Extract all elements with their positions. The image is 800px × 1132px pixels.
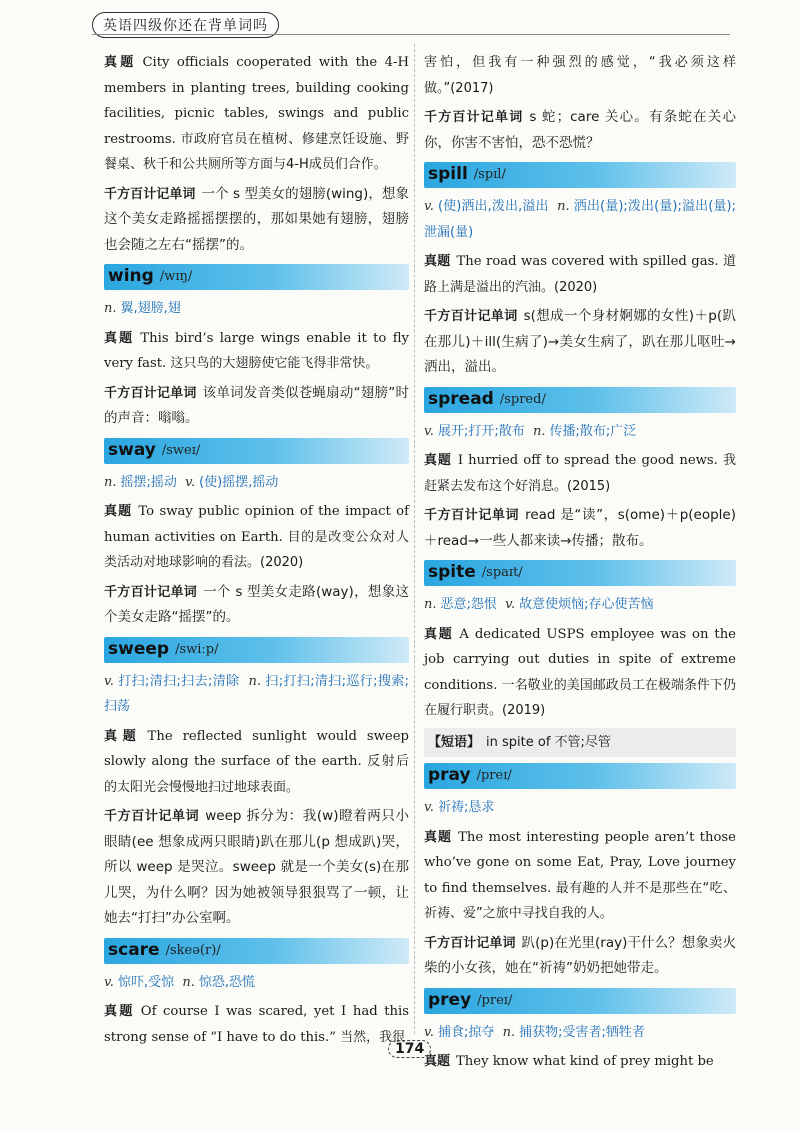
phonetic: /swiːp/ xyxy=(175,641,219,657)
memory-tip: 千方百计记单词 趴(p)在光里(ray)干什么？想象卖火柴的小女孩，她在“祈祷”奶奶把她带走。 xyxy=(424,934,736,976)
word-header-wing xyxy=(104,264,409,290)
example: 真题 The most interesting people aren’t those who’ve gone on some Eat, Pray, Love journey to find themselves. 最有趣的人并不是那些在“吃、祈祷、爱”之旅中寻找自我的人。 xyxy=(424,829,736,921)
phonetic: /wɪŋ/ xyxy=(159,269,193,285)
word-header-sweep xyxy=(104,637,409,663)
page-number: 174 xyxy=(388,1040,431,1058)
example: 真题 This bird’s large wings enable it to fly very fast. 这只鸟的大翅膀使它能飞得非常快。 xyxy=(104,330,409,371)
headword: spill xyxy=(428,164,468,185)
meaning: n. 恶意;怨恨 v. 故意使烦恼;存心使苦恼 xyxy=(424,597,654,612)
memory-tip: 千方百计记单词 s(想成一个身材婀娜的女性)＋p(趴在那儿)＋ill(生病了)→美女生病了，趴在那儿呕吐→洒出，溢出。 xyxy=(424,308,736,375)
example: 真题 To sway public opinion of the impact of human activities on Earth. 目的是改变公众对人类活动对地球影响的看法。(2020) xyxy=(104,504,409,570)
word-header-pray xyxy=(424,763,736,789)
headword: sweep xyxy=(108,638,170,659)
meaning: n. 摇摆;摇动 v. (使)摇摆,摇动 xyxy=(104,474,279,490)
example: 真题 They know what kind of prey might be xyxy=(424,1054,714,1069)
example-continuation: 害怕，但我有一种强烈的感觉，“我必须这样做。”(2017) xyxy=(424,55,736,96)
word-header-spite xyxy=(424,560,736,586)
word-header-prey xyxy=(424,988,736,1014)
right-column xyxy=(424,50,736,1079)
headword: scare xyxy=(108,939,160,960)
memory-tip: 千方百计记单词 一个 s 型美女走路(way)，想象这个美女走路“摇摆”的。 xyxy=(104,583,409,625)
phonetic: /sweɪ/ xyxy=(161,442,201,458)
meaning: v. 展开;打开;散布 n. 传播;散布;广泛 xyxy=(424,423,637,439)
headword: spread xyxy=(428,388,494,409)
memory-tip: 千方百计记单词 s 蛇；care 关心。有条蛇在关心你，你害不害怕，恐不恐慌？ xyxy=(424,109,736,151)
meaning: v. 捕食;掠夺 n. 捕获物;受害者;牺牲者 xyxy=(424,1024,645,1040)
example: 真题 A dedicated USPS employee was on the job carrying out duties in spite of extreme conditions. 一名敬业的美国邮政员工在极端条件下仍在履行职责。(2019) xyxy=(424,626,736,718)
meaning: n. 翼,翅膀,翅 xyxy=(104,301,181,316)
intro-tip xyxy=(104,182,409,259)
word-header-spread xyxy=(424,387,736,413)
meaning: v. 惊吓,受惊 n. 惊恐,恐慌 xyxy=(104,974,255,990)
phrase-box: 【短语】 in spite of 不管;尽管 xyxy=(424,728,736,758)
memory-tip: 千方百计记单词 该单词发音类似苍蝇扇动“翅膀”时的声音：嗡嗡。 xyxy=(104,384,409,426)
header-rule xyxy=(92,34,730,35)
intro-example xyxy=(104,50,409,178)
headword: sway xyxy=(108,439,156,460)
phonetic: /preɪ/ xyxy=(477,992,513,1008)
tip-text: 一个 s 型美女的翅膀(wing)，想象这个美女走路摇摇摆摆的，那如果她有翅膀，翅膀也会随之左右“摇摆”的。 xyxy=(104,185,409,253)
phonetic: /spaɪt/ xyxy=(481,565,523,581)
column-divider xyxy=(414,44,415,1034)
phonetic: /preɪ/ xyxy=(476,768,512,784)
meaning: v. 打扫;清扫;扫去;清除 n. 扫;打扫;清扫;巡行;搜索;扫荡 xyxy=(104,673,410,714)
phonetic: /spred/ xyxy=(499,391,546,407)
headword: spite xyxy=(428,562,476,583)
memory-tip: 千方百计记单词 weep 拆分为：我(w)瞪着两只小眼睛(ee 想象成两只眼睛)趴在那儿(p 想成趴)哭，所以 weep 是哭泣。sweep 就是一个美女(s)在那儿哭，为什么啊？因为她被领导狠狠骂了一顿，让她去“打扫”办公室啊。 xyxy=(104,808,409,926)
meaning: v. (使)洒出,泼出,溢出 n. 洒出(量);泼出(量);溢出(量);泄漏(量) xyxy=(424,199,736,240)
example-cn: 市政府官员在植树、修建烹饪设施、野餐桌、秋千和公共厕所等方面与4-H成员们合作。 xyxy=(104,131,409,172)
book-title: 英语四级你还在背单词吗 xyxy=(92,12,279,38)
phonetic: /spɪl/ xyxy=(473,167,506,183)
headword: prey xyxy=(428,989,472,1010)
example: 真题 The reflected sunlight would sweep slowly along the surface of the earth. 反射后的太阳光会慢慢地扫过地球表面。 xyxy=(104,728,409,795)
meaning: v. 祈祷;恳求 xyxy=(424,800,495,815)
left-column xyxy=(104,50,409,1054)
phonetic: /skeə(r)/ xyxy=(165,942,221,958)
example-en: City officials cooperated with the 4-H members in planting trees, building cooking facilities, picnic tables, swings and public restrooms. xyxy=(104,55,409,147)
headword: pray xyxy=(428,765,471,786)
word-header-spill xyxy=(424,162,736,188)
memory-tip: 千方百计记单词 read 是“读”，s(ome)＋p(eople)＋read→一些人都来读→传播；散布。 xyxy=(424,507,736,549)
example: 真题 I hurried off to spread the good news. 我赶紧去发布这个好消息。(2015) xyxy=(424,453,736,494)
example: 真题 Of course I was scared, yet I had this strong sense of “I have to do this.” 当然，我很 xyxy=(104,1004,409,1045)
example-tag: 真题 xyxy=(104,55,137,70)
example: 真题 The road was covered with spilled gas. 道路上满是溢出的汽油。(2020) xyxy=(424,254,736,295)
tip-tag: 千方百计记单词 xyxy=(104,186,196,202)
headword: wing xyxy=(108,266,154,287)
word-header-sway xyxy=(104,438,409,464)
word-header-scare xyxy=(104,938,409,964)
